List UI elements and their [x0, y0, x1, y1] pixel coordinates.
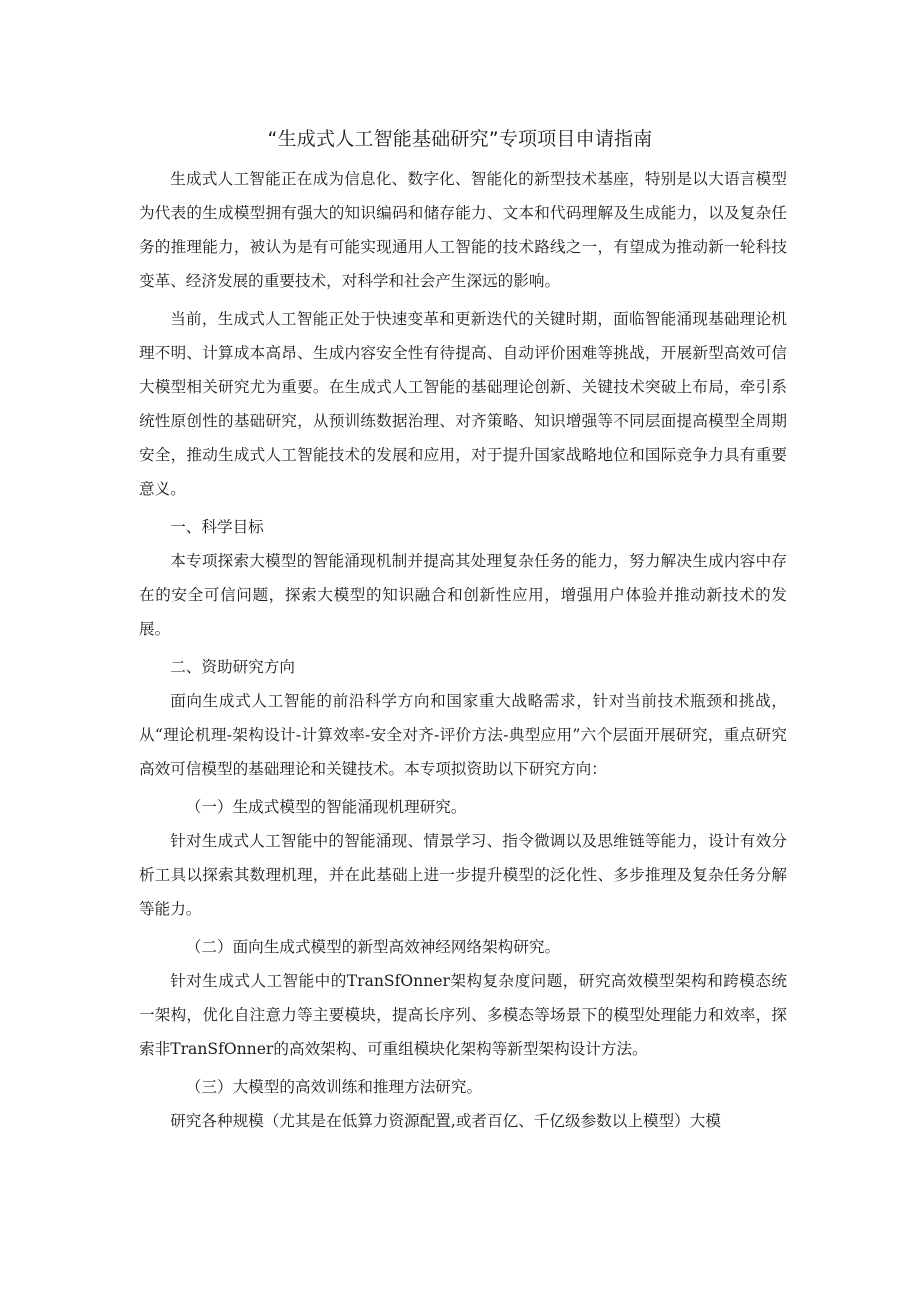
subheading-emergence-mechanism: （一）生成式模型的智能涌现机理研究。 — [185, 798, 467, 816]
paragraph-intro: 生成式人工智能正在成为信息化、数字化、智能化的新型技术基座，特别是以大语言模型为代表的生成模型拥有强大的知识编码和储存能力、文本和代码理解及生成能力，以及复杂任务的推理能力，被认为是有可能实现通用人工智能的技术路线之一，有望成为推动新一轮科技变革、经济发展的重要技术，对科学和社会产生深远的影响。 — [139, 170, 787, 290]
paragraph-emergence-mechanism: 针对生成式人工智能中的智能涌现、情景学习、指令微调以及思维链等能力，设计有效分析工具以探索其数理机理，并在此基础上进一步提升模型的泛化性、多步推理及复杂任务分解等能力。 — [139, 832, 787, 918]
document-title: “生成式人工智能基础研究”专项项目申请指南 — [267, 128, 653, 150]
subheading-training-inference: （三）大模型的高效训练和推理方法研究。 — [185, 1078, 483, 1096]
paragraph-research-directions: 面向生成式人工智能的前沿科学方向和国家重大战略需求，针对当前技术瓶颈和挑战，从“理论机理-架构设计-计算效率-安全对齐-评价方法-典型应用”六个层面开展研究，重点研究高效可信模型的基础理论和关键技术。本专项拟资助以下研究方向： — [139, 692, 787, 778]
section-heading-research-directions: 二、资助研究方向 — [170, 658, 295, 676]
paragraph-current-status: 当前，生成式人工智能正处于快速变革和更新迭代的关键时期，面临智能涌现基础理论机理不明、计算成本高昂、生成内容安全性有待提高、自动评价困难等挑战，开展新型高效可信大模型相关研究尤为重要。在生成式人工智能的基础理论创新、关键技术突破上布局，牵引系统性原创性的基础研究，从预训练数据治理、对齐策略、知识增强等不同层面提高模型全周期安全，推动生成式人工智能技术的发展和应用，对于提升国家战略地位和国际竞争力具有重要意义。 — [139, 310, 787, 498]
paragraph-training-inference: 研究各种规模（尤其是在低算力资源配置,或者百亿、千亿级参数以上模型）大模 — [170, 1112, 721, 1130]
section-heading-science-goals: 一、科学目标 — [170, 518, 264, 536]
paragraph-science-goals: 本专项探索大模型的智能涌现机制并提高其处理复杂任务的能力，努力解决生成内容中存在的安全可信问题，探索大模型的知识融合和创新性应用，增强用户体验并推动新技术的发展。 — [139, 552, 787, 638]
document-body — [139, 162, 787, 1138]
subheading-efficient-architecture: （二）面向生成式模型的新型高效神经网络架构研究。 — [185, 938, 561, 956]
paragraph-efficient-architecture: 针对生成式人工智能中的TranSfOnner架构复杂度问题，研究高效模型架构和跨模态统一架构，优化自注意力等主要模块，提高长序列、多模态等场景下的模型处理能力和效率，探索非TranSfOnner的高效架构、可重组模块化架构等新型架构设计方法。 — [139, 972, 787, 1058]
